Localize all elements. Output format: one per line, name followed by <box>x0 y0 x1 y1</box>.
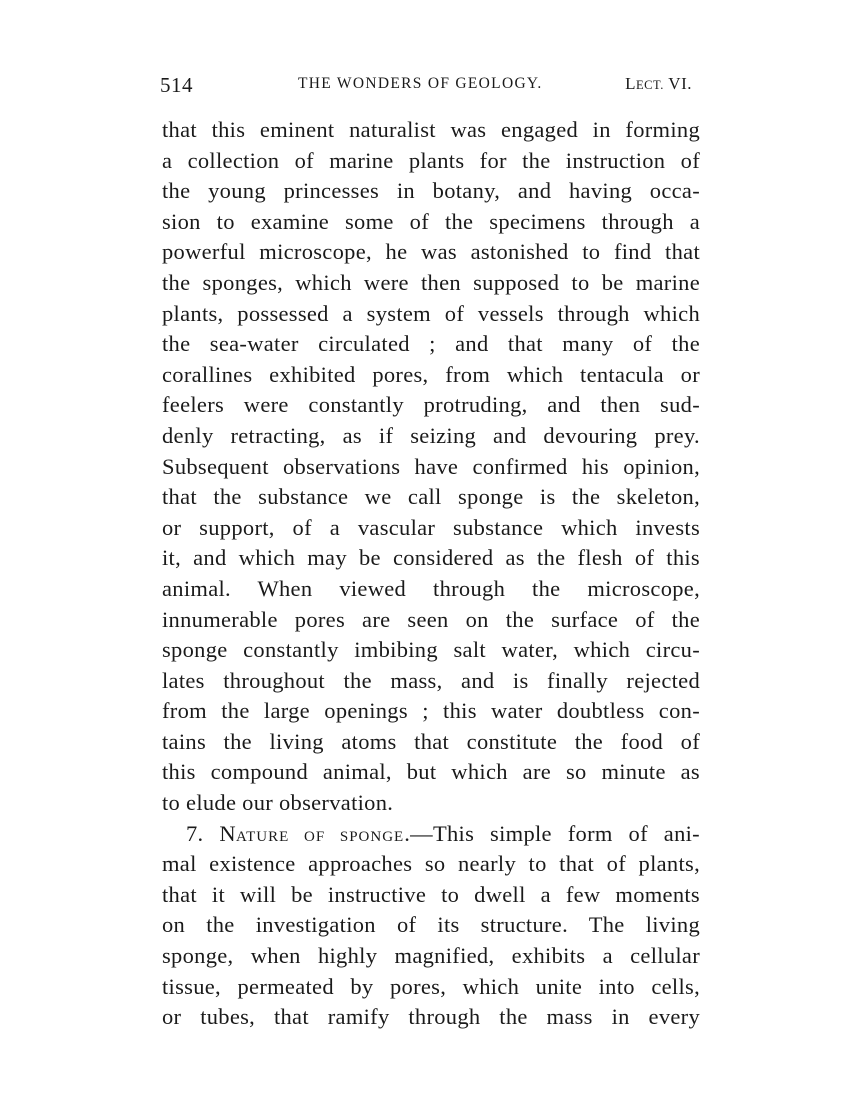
text-line: innumerable pores are seen on the surface of the <box>162 606 700 632</box>
text-line: to elude our observation. <box>162 790 394 816</box>
text-line: sponge constantly imbibing salt water, which circu- <box>162 637 700 663</box>
section-heading-smallcaps: ATURE OF SPONGE <box>235 828 405 845</box>
lecture-number: VI. <box>668 74 692 93</box>
section-heading-initial: N <box>219 820 236 846</box>
running-head <box>160 73 692 103</box>
lecture-initial: L <box>625 74 637 93</box>
text-line: a collection of marine plants for the instruction of <box>162 147 700 173</box>
text-line: or tubes, that ramify through the mass in every <box>162 1004 700 1030</box>
page-number: 514 <box>160 73 193 97</box>
text-line: lates throughout the mass, and is finally rejected <box>162 667 700 693</box>
text-line: that it will be instructive to dwell a few moments <box>162 881 700 907</box>
text-line: animal. When viewed through the microscope, <box>162 575 700 601</box>
text-line: that the substance we call sponge is the skeleton, <box>162 484 700 510</box>
body-text <box>162 115 700 1033</box>
text-line: on the investigation of its structure. The living <box>162 912 700 938</box>
text-line: plants, possessed a system of vessels through which <box>162 300 700 326</box>
text-line: Subsequent observations have confirmed his opinion, <box>162 453 700 479</box>
section-heading-dash: .— <box>404 820 433 846</box>
text-line: denly retracting, as if seizing and devouring prey. <box>162 422 700 448</box>
paragraph-nature-of-sponge <box>162 819 700 1033</box>
lecture-abbrev: ECT. <box>636 78 664 92</box>
text-line: the sponges, which were then supposed to be marine <box>162 269 700 295</box>
section-heading-line <box>162 819 700 850</box>
text-line: sion to examine some of the specimens through a <box>162 208 700 234</box>
text-line: powerful microscope, he was astonished to find that <box>162 239 700 265</box>
text-line: sponge, when highly magnified, exhibits a cellular <box>162 943 700 969</box>
text-line-rest: This simple form of ani- <box>432 820 700 846</box>
text-line: from the large openings ; this water doubtless con- <box>162 698 700 724</box>
text-line: the sea-water circulated ; and that many of the <box>162 331 700 357</box>
book-title: THE WONDERS OF GEOLOGY. <box>298 75 543 92</box>
lecture-label <box>625 74 692 94</box>
text-line: this compound animal, but which are so minute as <box>162 759 700 785</box>
text-line: feelers were constantly protruding, and then sud- <box>162 392 700 418</box>
paragraph-continued <box>162 115 700 819</box>
text-line: it, and which may be considered as the flesh of this <box>162 545 700 571</box>
text-line: or support, of a vascular substance which invests <box>162 514 700 540</box>
section-number: 7. <box>186 820 204 846</box>
text-line: corallines exhibited pores, from which tentacula or <box>162 361 700 387</box>
text-line: that this eminent naturalist was engaged in forming <box>162 117 700 142</box>
text-line: the young princesses in botany, and having occa- <box>162 178 700 204</box>
text-line: tains the living atoms that constitute the food of <box>162 728 700 754</box>
text-line: tissue, permeated by pores, which unite into cells, <box>162 973 700 999</box>
text-line: mal existence approaches so nearly to that of plants, <box>162 851 700 877</box>
